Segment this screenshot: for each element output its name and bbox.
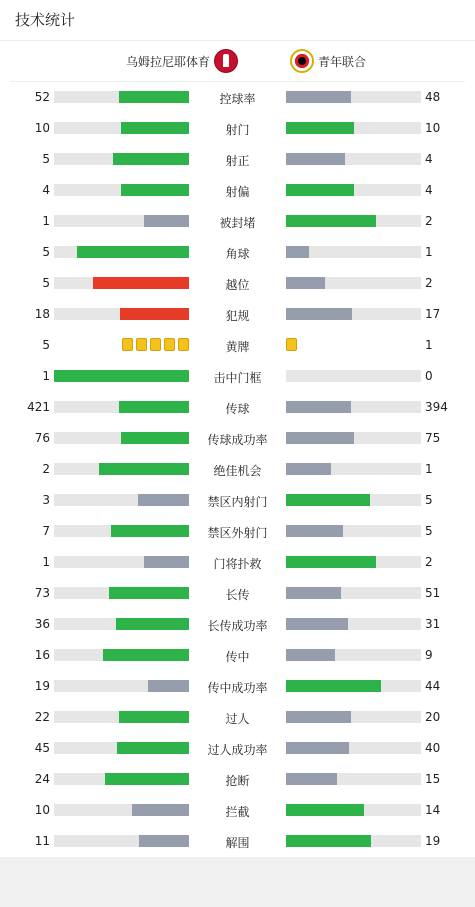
home-stat-value: 5 — [42, 152, 50, 166]
yellow-card-icon — [164, 338, 175, 351]
stat-row — [0, 733, 475, 764]
away-stat-bar — [286, 308, 421, 320]
home-stat-bar — [54, 122, 189, 134]
away-stat-value: 48 — [425, 90, 441, 104]
stat-label: 禁区内射门 — [207, 495, 268, 509]
away-stat-bar — [286, 556, 421, 568]
home-stat-value: 1 — [42, 555, 50, 569]
away-stat-fill — [286, 215, 376, 227]
away-stat-fill — [286, 463, 331, 475]
stat-label: 传球 — [225, 402, 250, 416]
stat-label: 过人 — [225, 712, 250, 726]
away-stat-fill — [286, 618, 348, 630]
away-stat-value: 51 — [425, 586, 441, 600]
home-stat-bar — [54, 463, 189, 475]
stat-row — [0, 144, 475, 175]
stat-row — [0, 113, 475, 144]
home-stat-fill — [121, 122, 189, 134]
away-stat-fill — [286, 122, 354, 134]
away-stat-fill — [286, 246, 309, 258]
away-stat-value: 1 — [425, 245, 433, 259]
away-stat-bar — [286, 525, 421, 537]
away-stat-fill — [286, 432, 354, 444]
home-stat-bar — [54, 556, 189, 568]
home-stat-bar — [54, 618, 189, 630]
teams-header — [10, 41, 465, 82]
home-stat-fill — [119, 91, 189, 103]
home-team-name: 乌姆拉尼耶体育 — [125, 54, 210, 69]
stat-label: 门将扑救 — [213, 557, 262, 571]
away-team-name: 青年联合 — [318, 54, 367, 69]
away-stat-fill — [286, 587, 341, 599]
stat-row — [0, 609, 475, 640]
home-stat-value: 76 — [34, 431, 50, 445]
home-stat-value: 11 — [34, 834, 50, 848]
home-stat-bar — [54, 742, 189, 754]
home-stat-fill — [103, 649, 189, 661]
home-stat-bar — [54, 184, 189, 196]
stat-label: 犯规 — [225, 309, 250, 323]
home-stat-fill — [139, 835, 189, 847]
stat-label: 传中 — [225, 650, 250, 664]
stat-label: 绝佳机会 — [213, 464, 262, 478]
home-stat-fill — [120, 308, 189, 320]
stat-label: 射偏 — [225, 185, 250, 199]
away-stat-bar — [286, 91, 421, 103]
away-team[interactable] — [290, 49, 366, 73]
home-stat-value: 16 — [34, 648, 50, 662]
home-stat-value: 3 — [42, 493, 50, 507]
away-stat-fill — [286, 649, 335, 661]
home-stat-bar — [54, 835, 189, 847]
home-stat-bar — [54, 277, 189, 289]
away-stat-fill — [286, 277, 325, 289]
home-stat-bar — [54, 649, 189, 661]
stats-list — [0, 82, 475, 857]
away-stat-bar — [286, 370, 421, 382]
stat-label: 射正 — [225, 154, 250, 168]
away-stat-fill — [286, 91, 351, 103]
away-stat-bar — [286, 494, 421, 506]
home-stat-value: 18 — [34, 307, 50, 321]
stat-row — [0, 795, 475, 826]
home-stat-value: 5 — [42, 245, 50, 259]
stat-row — [0, 826, 475, 857]
away-stat-value: 5 — [425, 524, 433, 538]
away-stat-bar — [286, 401, 421, 413]
away-stat-value: 20 — [425, 710, 441, 724]
home-stat-fill — [113, 153, 189, 165]
away-stat-value: 0 — [425, 369, 433, 383]
home-stat-fill — [144, 215, 189, 227]
stat-label: 拦截 — [225, 805, 250, 819]
away-stat-fill — [286, 804, 364, 816]
away-stat-fill — [286, 153, 345, 165]
home-cards — [122, 338, 189, 351]
home-stat-fill — [54, 370, 189, 382]
home-stat-value: 4 — [42, 183, 50, 197]
stat-row — [0, 268, 475, 299]
away-stat-value: 1 — [425, 462, 433, 476]
away-stat-bar — [286, 215, 421, 227]
stat-row — [0, 454, 475, 485]
away-stat-bar — [286, 711, 421, 723]
home-stat-bar — [54, 91, 189, 103]
home-stat-value: 5 — [42, 276, 50, 290]
stat-row — [0, 299, 475, 330]
home-stat-value: 22 — [34, 710, 50, 724]
home-stat-bar — [54, 370, 189, 382]
yellow-card-icon — [136, 338, 147, 351]
stat-row — [0, 206, 475, 237]
away-stat-value: 9 — [425, 648, 433, 662]
home-stat-value: 2 — [42, 462, 50, 476]
away-stat-value: 15 — [425, 772, 441, 786]
away-stat-bar — [286, 680, 421, 692]
away-stat-value: 5 — [425, 493, 433, 507]
stat-row — [0, 175, 475, 206]
stat-label: 击中门框 — [213, 371, 262, 385]
away-stat-fill — [286, 742, 349, 754]
stat-row — [0, 423, 475, 454]
away-stat-value: 4 — [425, 183, 433, 197]
stat-row — [0, 640, 475, 671]
away-stat-fill — [286, 308, 352, 320]
away-stat-value: 2 — [425, 214, 433, 228]
home-stat-bar — [54, 680, 189, 692]
home-stat-fill — [117, 742, 189, 754]
home-stat-value: 45 — [34, 741, 50, 755]
away-stat-bar — [286, 184, 421, 196]
stat-row — [0, 392, 475, 423]
away-stat-value: 40 — [425, 741, 441, 755]
away-stat-fill — [286, 835, 371, 847]
home-stat-bar — [54, 773, 189, 785]
stat-label: 解围 — [225, 836, 250, 850]
home-stat-value: 52 — [34, 90, 50, 104]
home-stat-fill — [148, 680, 189, 692]
home-stat-value: 5 — [42, 338, 50, 352]
stat-row — [0, 547, 475, 578]
home-stat-value: 1 — [42, 369, 50, 383]
home-stat-fill — [121, 184, 189, 196]
away-stat-value: 10 — [425, 121, 441, 135]
home-stat-value: 19 — [34, 679, 50, 693]
away-stat-fill — [286, 556, 376, 568]
stat-label: 过人成功率 — [207, 743, 268, 757]
away-stat-value: 44 — [425, 679, 441, 693]
home-stat-fill — [132, 804, 189, 816]
home-stat-fill — [119, 401, 189, 413]
away-stat-value: 394 — [425, 400, 448, 414]
away-stat-fill — [286, 773, 337, 785]
home-stat-bar — [54, 804, 189, 816]
home-stat-fill — [93, 277, 189, 289]
stat-row — [0, 485, 475, 516]
stat-row — [0, 82, 475, 113]
away-stat-bar — [286, 804, 421, 816]
home-team[interactable] — [126, 49, 238, 73]
away-stat-value: 1 — [425, 338, 433, 352]
home-stat-value: 421 — [27, 400, 50, 414]
home-stat-value: 1 — [42, 214, 50, 228]
home-stat-bar — [54, 711, 189, 723]
home-stat-fill — [109, 587, 189, 599]
away-stat-bar — [286, 246, 421, 258]
home-stat-bar — [54, 494, 189, 506]
home-stat-bar — [54, 215, 189, 227]
away-stat-value: 17 — [425, 307, 441, 321]
stat-row — [0, 702, 475, 733]
stat-label: 禁区外射门 — [207, 526, 268, 540]
yellow-card-icon — [286, 338, 297, 351]
away-stat-bar — [286, 742, 421, 754]
away-stat-bar — [286, 463, 421, 475]
home-stat-value: 73 — [34, 586, 50, 600]
away-stat-bar — [286, 618, 421, 630]
home-stat-fill — [77, 246, 189, 258]
away-stat-bar — [286, 153, 421, 165]
home-stat-value: 36 — [34, 617, 50, 631]
stat-label: 抢断 — [225, 774, 250, 788]
stat-row — [0, 764, 475, 795]
home-stat-bar — [54, 401, 189, 413]
home-stat-bar — [54, 432, 189, 444]
away-stat-value: 2 — [425, 555, 433, 569]
stat-label: 黄牌 — [225, 340, 250, 354]
home-stat-bar — [54, 246, 189, 258]
home-stat-fill — [144, 556, 189, 568]
home-stat-bar — [54, 587, 189, 599]
away-stat-value: 19 — [425, 834, 441, 848]
away-stat-fill — [286, 184, 354, 196]
stat-row — [0, 671, 475, 702]
stat-label: 传中成功率 — [207, 681, 268, 695]
stat-label: 传球成功率 — [207, 433, 268, 447]
yellow-card-icon — [150, 338, 161, 351]
yellow-card-icon — [178, 338, 189, 351]
stat-row — [0, 361, 475, 392]
home-stat-value: 24 — [34, 772, 50, 786]
away-stat-fill — [286, 711, 351, 723]
umraniyespor-crest-icon — [214, 49, 238, 73]
yellow-card-icon — [122, 338, 133, 351]
away-stat-bar — [286, 649, 421, 661]
stat-label: 长传成功率 — [207, 619, 268, 633]
away-cards — [286, 338, 297, 351]
home-stat-value: 10 — [34, 121, 50, 135]
home-stat-bar — [54, 153, 189, 165]
stat-label: 长传 — [225, 588, 250, 602]
stat-row — [0, 578, 475, 609]
away-stat-bar — [286, 432, 421, 444]
stat-label: 射门 — [225, 123, 250, 137]
away-stat-bar — [286, 277, 421, 289]
away-stat-bar — [286, 835, 421, 847]
home-stat-value: 7 — [42, 524, 50, 538]
home-stat-bar — [54, 308, 189, 320]
stat-row — [0, 516, 475, 547]
away-stat-fill — [286, 680, 381, 692]
away-stat-fill — [286, 494, 370, 506]
home-stat-fill — [116, 618, 189, 630]
page-title: 技术统计 — [0, 0, 475, 41]
home-stat-fill — [119, 711, 189, 723]
home-stat-fill — [121, 432, 189, 444]
away-stat-value: 31 — [425, 617, 441, 631]
stat-row — [0, 237, 475, 268]
away-stat-value: 14 — [425, 803, 441, 817]
away-stat-bar — [286, 587, 421, 599]
home-stat-fill — [138, 494, 189, 506]
home-stat-fill — [111, 525, 189, 537]
stat-label: 被封堵 — [219, 216, 256, 230]
away-stat-value: 75 — [425, 431, 441, 445]
away-stat-fill — [286, 401, 351, 413]
stat-row — [0, 330, 475, 361]
away-stat-value: 4 — [425, 152, 433, 166]
stat-label: 越位 — [225, 278, 250, 292]
home-stat-value: 10 — [34, 803, 50, 817]
home-stat-fill — [105, 773, 189, 785]
away-stat-bar — [286, 773, 421, 785]
away-stat-bar — [286, 122, 421, 134]
stat-label: 控球率 — [219, 92, 256, 106]
stat-label: 角球 — [225, 247, 250, 261]
home-stat-bar — [54, 525, 189, 537]
genclerbirligi-crest-icon — [290, 49, 314, 73]
home-stat-fill — [99, 463, 189, 475]
away-stat-fill — [286, 525, 343, 537]
away-stat-value: 2 — [425, 276, 433, 290]
